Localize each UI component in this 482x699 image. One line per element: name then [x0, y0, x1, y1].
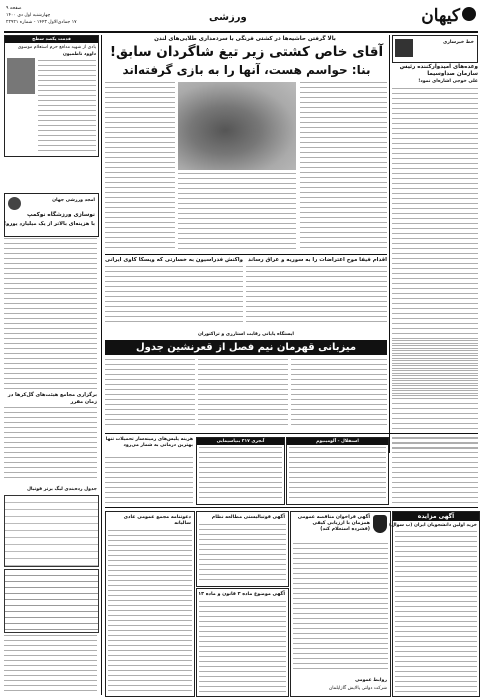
memorial-body-text — [38, 60, 96, 152]
sidebar-icon — [395, 39, 413, 57]
football-box-body — [289, 447, 386, 502]
tender-ad-footer-2: شرکت دولتی پالایش گازایلمان — [328, 686, 387, 691]
world-sport-body-text — [4, 238, 97, 390]
league-table — [4, 495, 99, 567]
match-banner-headline: میزبانی قهرمان نیم فصل از قعرنشین جدول — [105, 340, 387, 355]
match-article-col1 — [105, 359, 195, 429]
right-mid-text — [392, 437, 478, 503]
association-headline: برگزاری مجامع هیئت‌های گل‌کرها در زمان مقرر — [7, 392, 97, 405]
globe-icon — [8, 197, 21, 210]
section-title: ورزشی — [209, 12, 247, 23]
memorial-box — [4, 35, 99, 157]
football-ad-body — [199, 524, 286, 583]
association-body-text — [4, 407, 97, 482]
main-bottom-rule — [105, 254, 387, 255]
memorial-box-title: قدمت یکصد سطح — [5, 36, 98, 43]
law-notice-title: آگهی موضوع ماده ۳ قانون و ماده ۱۳ — [198, 592, 285, 597]
federation-article-body — [105, 266, 243, 326]
masthead — [4, 4, 478, 32]
left-column-divider — [101, 35, 102, 695]
date-line-1: چهارشنبه اول دی ۱۴۰۰ — [6, 13, 51, 18]
auction-ad-subtitle: خرید اولین دانشجویان ایران (ب سوال) — [388, 523, 477, 528]
sidebar-box-title: خط خبرسازی — [443, 40, 474, 45]
ministry-emblem-icon — [373, 515, 387, 533]
newspaper-logo — [418, 4, 476, 30]
masthead-rule — [4, 31, 478, 33]
auction-ad — [388, 511, 480, 697]
right-lower-text — [392, 340, 478, 400]
tender-ad — [290, 511, 391, 697]
law-notice-ad — [196, 588, 289, 697]
world-sport-head-1: نوسازی ورزشگاه نوکمپ — [26, 212, 95, 218]
sidebar-headline: وعده‌های امیدوارکننده رئیس سازمان صداوسیما — [399, 64, 478, 77]
sport-news-box — [196, 437, 285, 505]
main-col-right-text — [300, 82, 387, 252]
notice-body — [105, 457, 193, 503]
sidebar-subhead: علی خوجی اشاره‌ای نمود! — [418, 79, 478, 84]
assembly-ad-body — [108, 530, 192, 693]
assembly-invitation-ad — [105, 511, 195, 697]
memorial-caption: یادی از شهید مدافع حرم استعلام موسوی — [17, 45, 96, 50]
assembly-ad-title: دعوتنامه مجمع عمومی عادی سالیانه — [123, 515, 191, 527]
football-ad-title: آگهی فوتبالیستی مطالعه نظام — [211, 515, 285, 520]
world-sport-head-2: با هزینه‌ای بالاتر از یک میلیارد یورو! — [3, 221, 95, 227]
world-sport-box — [4, 193, 99, 237]
logo-emblem-icon — [462, 7, 476, 21]
sidebar-title-box — [392, 35, 478, 63]
logo-text: کیهان — [421, 6, 460, 26]
main-col-left-text — [105, 82, 175, 251]
wrestling-photo — [178, 82, 296, 170]
tender-ad-footer-1: روابط عمومی — [355, 678, 387, 683]
martyr-portrait — [7, 58, 35, 94]
memorial-name: داوود ناطمیون — [62, 52, 96, 57]
football-box-title: استقلال - آلومینیوم — [287, 438, 388, 445]
left-sidebar — [4, 35, 99, 695]
sport-box-body — [199, 447, 282, 502]
league-table-title: جدول رده‌بندی لیگ برتر فوتبال — [26, 487, 97, 492]
fifa-article-body — [246, 266, 387, 326]
right-column-divider — [389, 35, 390, 453]
main-col-middle-text — [178, 173, 296, 251]
federation-article-headline: واکنش فدراسیون به خسارتی که ویسکا کاوی ایرانی — [104, 257, 243, 263]
page-number: صفحه ۹ — [6, 6, 22, 11]
match-kicker: ایستگاه پایانی رقابت استارزی و تراکتوران — [198, 332, 294, 337]
football-news-box — [286, 437, 389, 505]
auction-ad-title: آگهی مزایده — [393, 512, 479, 521]
auction-ad-body — [395, 531, 477, 693]
fifa-article-headline: اقدام فیفا موج اعتراضات را به سوریه و عراق رساند — [248, 257, 387, 263]
notice-headline: هزینه پلیس‌های زمینه‌ساز تحمیلات تنها بهترین درمانی به شمار می‌رود — [105, 437, 193, 448]
tender-ad-title: آگهی فراخوان مناقصه عمومی همزمان با ارزیابی کیفی (فشرده استعلام کند) — [297, 515, 370, 533]
sport-box-title: آنجری ۲۱۷ بنیاسیمایی — [197, 438, 284, 445]
main-headline: آقای خاص کشتی زیر تیغ شاگردان سابق! — [109, 44, 384, 60]
date-line-2: ۱۷ جمادی‌الاول ۱۴۴۳ - شماره ۲۲۹۲۱ — [6, 20, 77, 25]
classifieds-top-rule — [105, 507, 478, 508]
match-article-col2 — [198, 359, 288, 429]
main-subheadline: بنا: حواسم هست، آنها را به بازی گرفته‌اند — [122, 63, 371, 77]
mid-page-rule — [105, 433, 478, 434]
football-ad — [196, 511, 289, 587]
match-article-col3 — [291, 359, 387, 429]
tender-ad-body — [293, 543, 388, 673]
league-table-2 — [4, 569, 99, 633]
world-sport-title: امجد ورزشی جهان — [52, 198, 95, 203]
left-bottom-ads — [4, 635, 97, 693]
main-kicker: بالا گرفتن حاشیه‌ها در کشتی فرنگی با سردمداری طلایی‌های لندن — [154, 36, 336, 42]
law-notice-body — [199, 601, 286, 693]
